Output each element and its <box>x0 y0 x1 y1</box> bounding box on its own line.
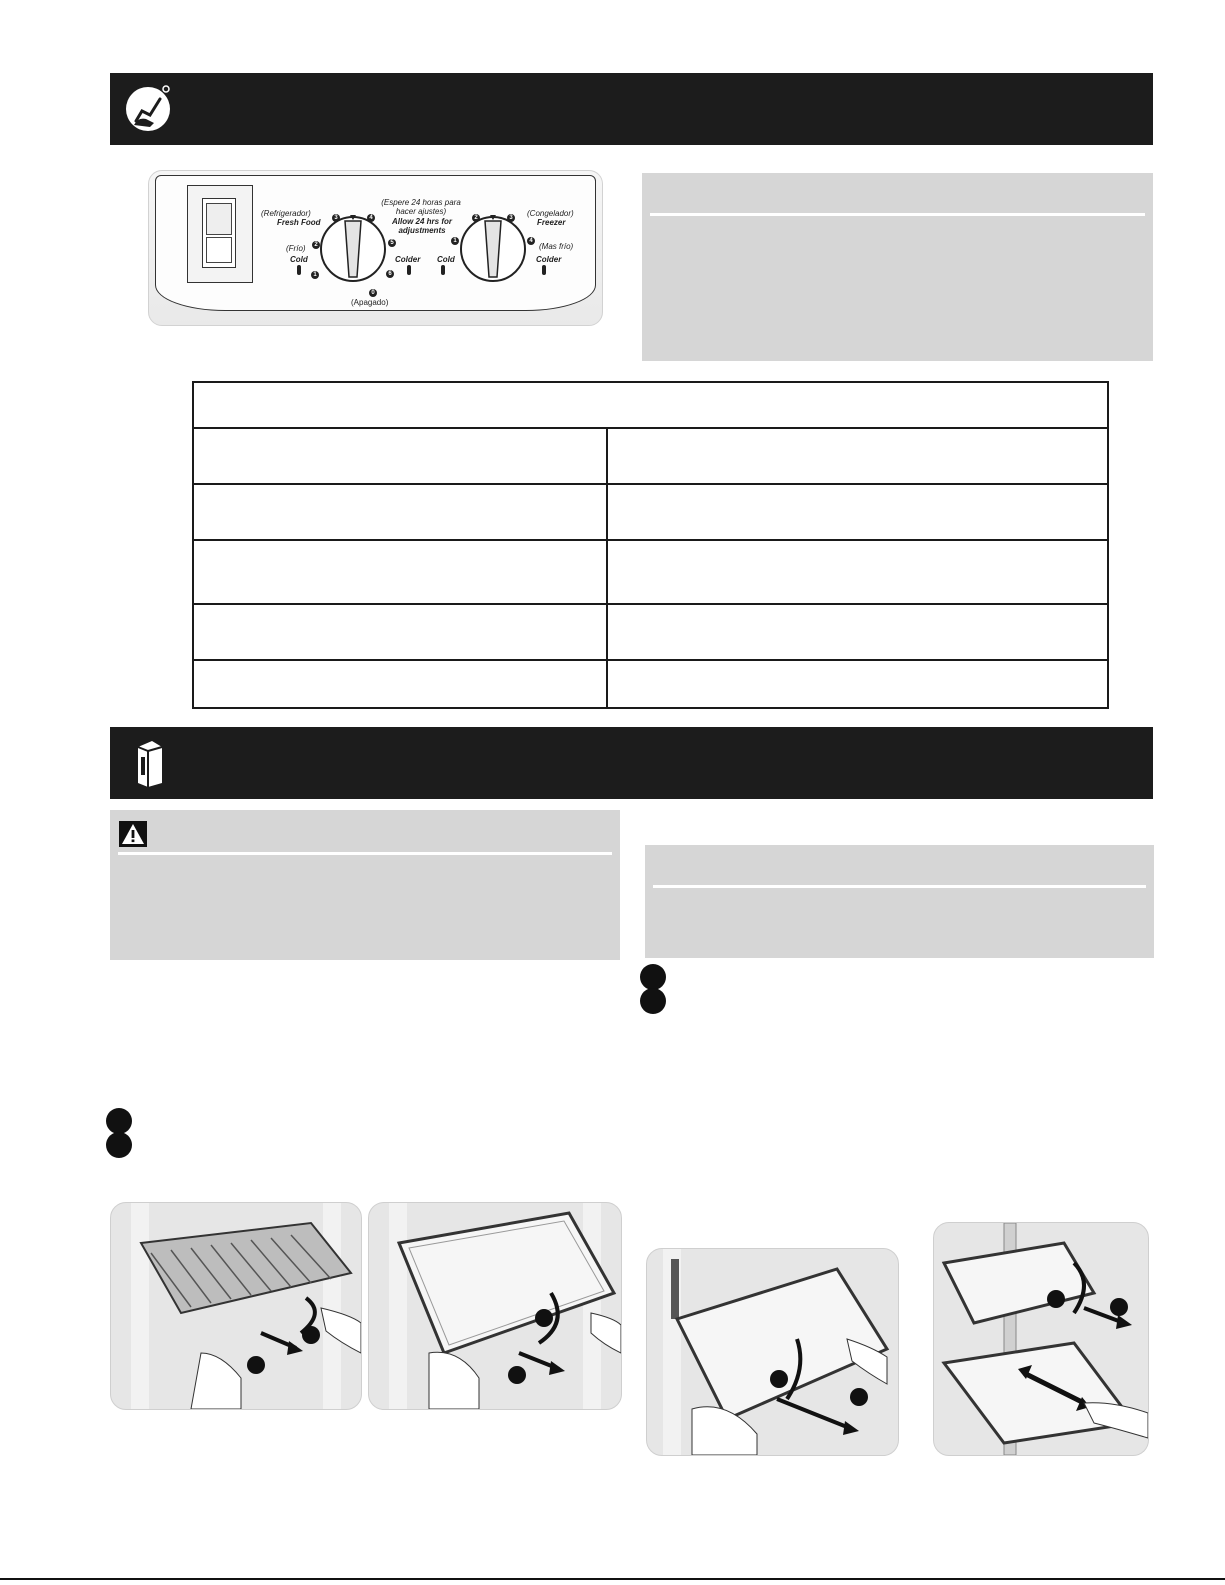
note-box-rule <box>650 213 1145 216</box>
table-cell <box>193 428 607 484</box>
shelf-slide-adjust-illustration <box>933 1222 1149 1456</box>
dial-number-dot: 0 <box>369 289 377 297</box>
thermometer-icon <box>542 265 546 275</box>
table-cell <box>607 660 1108 708</box>
table-cell <box>607 428 1108 484</box>
table-cell <box>607 540 1108 604</box>
step-bullet-icon <box>106 1132 132 1158</box>
adjust-note-es: (Espere 24 horas para hacer ajustes) <box>381 198 461 216</box>
fresh-food-cold: Cold <box>290 255 308 264</box>
step-bullet-icon <box>640 964 666 990</box>
table-cell <box>193 660 607 708</box>
freezer-dial[interactable] <box>459 215 527 283</box>
step-bullet-icon <box>640 988 666 1014</box>
table-cell <box>193 604 607 660</box>
page-footer-rule <box>0 1578 1225 1580</box>
table-cell <box>607 484 1108 540</box>
fresh-food-dial[interactable] <box>319 215 387 283</box>
fresh-food-colder: Colder <box>395 255 421 264</box>
fresh-food-label-en: Fresh Food <box>277 218 321 227</box>
fresh-food-label-es: (Refrigerador) <box>261 209 311 218</box>
light-switch-housing <box>187 185 253 283</box>
freezer-colder-es: (Mas frío) <box>539 242 574 251</box>
dial-number-dot: 5 <box>388 239 396 247</box>
table-cell <box>193 484 607 540</box>
note-box <box>642 173 1153 361</box>
settings-table <box>192 381 1109 709</box>
section-header-band <box>110 727 1153 799</box>
warning-triangle-icon <box>119 821 147 847</box>
wire-shelf-removal-illustration <box>110 1202 362 1410</box>
thermometer-icon <box>297 265 301 275</box>
warning-box <box>110 810 620 960</box>
dial-number-dot: 1 <box>451 237 459 245</box>
table-cell <box>193 540 607 604</box>
step-bullet-icon <box>106 1108 132 1134</box>
light-switch-icon <box>202 198 236 268</box>
thermostat-hand-icon <box>120 81 176 137</box>
section-header-band <box>110 73 1153 145</box>
dial-number-dot: 6 <box>386 270 394 278</box>
dial-number-dot: 4 <box>367 214 375 222</box>
freezer-colder: Colder <box>536 255 562 264</box>
freezer-label-en: Freezer <box>537 218 566 227</box>
dial-number-dot: 3 <box>507 214 515 222</box>
freezer-label-es: (Congelador) <box>527 209 574 218</box>
dial-number-dot: 3 <box>332 214 340 222</box>
note-box-rule <box>653 885 1146 888</box>
settings-table-header <box>193 382 1108 428</box>
fresh-food-cold-es: (Frío) <box>286 244 306 253</box>
thermometer-icon <box>407 265 411 275</box>
dial-number-dot: 1 <box>311 271 319 279</box>
control-panel-illustration <box>148 170 603 326</box>
table-cell <box>607 604 1108 660</box>
warning-box-rule <box>118 852 612 855</box>
adjust-note-en: Allow 24 hrs for adjustments <box>391 217 452 235</box>
freezer-cold: Cold <box>437 255 455 264</box>
thermometer-icon <box>441 265 445 275</box>
note-box <box>645 845 1154 958</box>
dial-number-dot: 2 <box>472 214 480 222</box>
fresh-food-off-es: (Apagado) <box>351 298 389 307</box>
dial-number-dot: 4 <box>527 237 535 245</box>
glass-shelf-install-illustration <box>646 1248 899 1456</box>
glass-shelf-removal-illustration <box>368 1202 622 1410</box>
dial-number-dot: 2 <box>312 241 320 249</box>
refrigerator-shelf-icon <box>134 737 166 789</box>
